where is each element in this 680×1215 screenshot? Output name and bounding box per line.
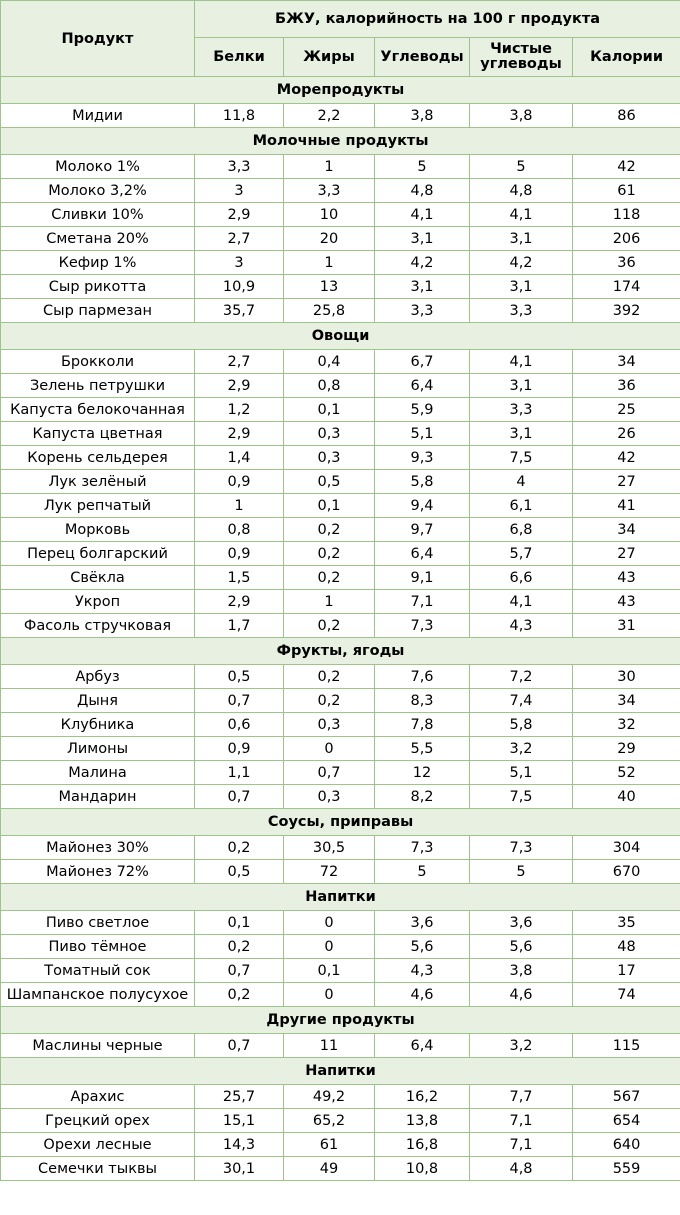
column-header-calories: Калории bbox=[573, 38, 680, 77]
column-header-protein: Белки bbox=[195, 38, 284, 77]
net-carbs-cell: 7,1 bbox=[470, 1133, 573, 1157]
product-name-cell: Перец болгарский bbox=[1, 542, 195, 566]
carbs-cell: 3,1 bbox=[375, 275, 470, 299]
calories-cell: 26 bbox=[573, 422, 680, 446]
calories-cell: 27 bbox=[573, 470, 680, 494]
category-row bbox=[1, 77, 680, 104]
protein-cell: 0,2 bbox=[195, 935, 284, 959]
net-carbs-cell: 4,8 bbox=[470, 179, 573, 203]
protein-cell: 10,9 bbox=[195, 275, 284, 299]
fat-cell: 0,2 bbox=[284, 689, 375, 713]
net-carbs-cell: 5,6 bbox=[470, 935, 573, 959]
product-name-cell: Морковь bbox=[1, 518, 195, 542]
calories-cell: 86 bbox=[573, 104, 680, 128]
product-name-cell: Зелень петрушки bbox=[1, 374, 195, 398]
net-carbs-cell: 3,1 bbox=[470, 227, 573, 251]
product-name-cell: Мидии bbox=[1, 104, 195, 128]
product-name-cell: Корень сельдерея bbox=[1, 446, 195, 470]
protein-cell: 0,9 bbox=[195, 542, 284, 566]
protein-cell: 0,7 bbox=[195, 1034, 284, 1058]
calories-cell: 27 bbox=[573, 542, 680, 566]
fat-cell: 0,5 bbox=[284, 470, 375, 494]
net-carbs-cell: 3,2 bbox=[470, 737, 573, 761]
product-name-cell: Маслины черные bbox=[1, 1034, 195, 1058]
product-name-cell: Молоко 1% bbox=[1, 155, 195, 179]
product-name-cell: Пиво тёмное bbox=[1, 935, 195, 959]
protein-cell: 0,9 bbox=[195, 737, 284, 761]
category-row bbox=[1, 638, 680, 665]
carbs-cell: 4,2 bbox=[375, 251, 470, 275]
carbs-cell: 7,8 bbox=[375, 713, 470, 737]
carbs-cell: 16,2 bbox=[375, 1085, 470, 1109]
table-row bbox=[1, 251, 680, 275]
calories-cell: 654 bbox=[573, 1109, 680, 1133]
table-row bbox=[1, 1157, 680, 1181]
fat-cell: 1 bbox=[284, 590, 375, 614]
calories-cell: 25 bbox=[573, 398, 680, 422]
fat-cell: 1 bbox=[284, 155, 375, 179]
carbs-cell: 7,6 bbox=[375, 665, 470, 689]
fat-cell: 0,2 bbox=[284, 542, 375, 566]
carbs-cell: 5,8 bbox=[375, 470, 470, 494]
protein-cell: 14,3 bbox=[195, 1133, 284, 1157]
carbs-cell: 6,4 bbox=[375, 1034, 470, 1058]
protein-cell: 0,9 bbox=[195, 470, 284, 494]
product-name-cell: Майонез 30% bbox=[1, 836, 195, 860]
carbs-cell: 4,6 bbox=[375, 983, 470, 1007]
carbs-cell: 9,7 bbox=[375, 518, 470, 542]
net-carbs-cell: 6,8 bbox=[470, 518, 573, 542]
category-title: Другие продукты bbox=[1, 1007, 680, 1034]
net-carbs-cell: 7,1 bbox=[470, 1109, 573, 1133]
fat-cell: 49 bbox=[284, 1157, 375, 1181]
protein-cell: 30,1 bbox=[195, 1157, 284, 1181]
calories-cell: 43 bbox=[573, 590, 680, 614]
protein-cell: 0,2 bbox=[195, 983, 284, 1007]
table-row bbox=[1, 1034, 680, 1058]
table-row bbox=[1, 299, 680, 323]
fat-cell: 2,2 bbox=[284, 104, 375, 128]
calories-cell: 32 bbox=[573, 713, 680, 737]
protein-cell: 2,9 bbox=[195, 422, 284, 446]
category-title: Фрукты, ягоды bbox=[1, 638, 680, 665]
net-carbs-cell: 7,5 bbox=[470, 785, 573, 809]
net-carbs-cell: 3,3 bbox=[470, 398, 573, 422]
net-carbs-cell: 4,1 bbox=[470, 590, 573, 614]
calories-cell: 36 bbox=[573, 251, 680, 275]
fat-cell: 0,2 bbox=[284, 614, 375, 638]
table-row bbox=[1, 1085, 680, 1109]
table-body bbox=[1, 77, 680, 1181]
net-carbs-cell: 7,5 bbox=[470, 446, 573, 470]
calories-cell: 559 bbox=[573, 1157, 680, 1181]
calories-cell: 34 bbox=[573, 518, 680, 542]
category-row bbox=[1, 884, 680, 911]
carbs-cell: 3,3 bbox=[375, 299, 470, 323]
table-row bbox=[1, 983, 680, 1007]
table-row bbox=[1, 398, 680, 422]
net-carbs-cell: 3,3 bbox=[470, 299, 573, 323]
protein-cell: 0,6 bbox=[195, 713, 284, 737]
product-name-cell: Кефир 1% bbox=[1, 251, 195, 275]
product-name-cell: Сыр рикотта bbox=[1, 275, 195, 299]
table-row bbox=[1, 1133, 680, 1157]
net-carbs-cell: 6,1 bbox=[470, 494, 573, 518]
calories-cell: 30 bbox=[573, 665, 680, 689]
fat-cell: 49,2 bbox=[284, 1085, 375, 1109]
table-row bbox=[1, 494, 680, 518]
protein-cell: 15,1 bbox=[195, 1109, 284, 1133]
product-name-cell: Лук зелёный bbox=[1, 470, 195, 494]
carbs-cell: 4,1 bbox=[375, 203, 470, 227]
protein-cell: 25,7 bbox=[195, 1085, 284, 1109]
carbs-cell: 3,6 bbox=[375, 911, 470, 935]
net-carbs-cell: 4,1 bbox=[470, 203, 573, 227]
net-carbs-cell: 4,2 bbox=[470, 251, 573, 275]
table-row bbox=[1, 542, 680, 566]
calories-cell: 29 bbox=[573, 737, 680, 761]
carbs-cell: 4,8 bbox=[375, 179, 470, 203]
net-carbs-cell: 3,1 bbox=[470, 275, 573, 299]
calories-cell: 118 bbox=[573, 203, 680, 227]
protein-cell: 1,4 bbox=[195, 446, 284, 470]
product-name-cell: Сметана 20% bbox=[1, 227, 195, 251]
protein-cell: 2,7 bbox=[195, 227, 284, 251]
protein-cell: 1,1 bbox=[195, 761, 284, 785]
carbs-cell: 5,9 bbox=[375, 398, 470, 422]
table-row bbox=[1, 179, 680, 203]
fat-cell: 0,1 bbox=[284, 959, 375, 983]
fat-cell: 0,1 bbox=[284, 398, 375, 422]
calories-cell: 34 bbox=[573, 689, 680, 713]
calories-cell: 31 bbox=[573, 614, 680, 638]
calories-cell: 52 bbox=[573, 761, 680, 785]
table-row bbox=[1, 614, 680, 638]
net-carbs-cell: 5,7 bbox=[470, 542, 573, 566]
calories-cell: 42 bbox=[573, 446, 680, 470]
calories-cell: 174 bbox=[573, 275, 680, 299]
carbs-cell: 13,8 bbox=[375, 1109, 470, 1133]
calories-cell: 35 bbox=[573, 911, 680, 935]
carbs-cell: 8,3 bbox=[375, 689, 470, 713]
table-row bbox=[1, 104, 680, 128]
net-carbs-cell: 3,1 bbox=[470, 374, 573, 398]
protein-cell: 35,7 bbox=[195, 299, 284, 323]
category-title: Напитки bbox=[1, 1058, 680, 1085]
protein-cell: 0,7 bbox=[195, 689, 284, 713]
table-row bbox=[1, 689, 680, 713]
calories-cell: 34 bbox=[573, 350, 680, 374]
net-carbs-cell: 7,4 bbox=[470, 689, 573, 713]
protein-cell: 0,7 bbox=[195, 785, 284, 809]
protein-cell: 3 bbox=[195, 251, 284, 275]
category-row bbox=[1, 809, 680, 836]
protein-cell: 1,2 bbox=[195, 398, 284, 422]
product-name-cell: Арахис bbox=[1, 1085, 195, 1109]
protein-cell: 3,3 bbox=[195, 155, 284, 179]
net-carbs-cell: 3,2 bbox=[470, 1034, 573, 1058]
protein-cell: 0,2 bbox=[195, 836, 284, 860]
fat-cell: 20 bbox=[284, 227, 375, 251]
carbs-cell: 3,1 bbox=[375, 227, 470, 251]
table-row bbox=[1, 713, 680, 737]
category-title: Морепродукты bbox=[1, 77, 680, 104]
column-header-net-carbs: Чистые углеводы bbox=[470, 38, 573, 77]
category-title: Соусы, приправы bbox=[1, 809, 680, 836]
net-carbs-cell: 3,1 bbox=[470, 422, 573, 446]
fat-cell: 0,3 bbox=[284, 713, 375, 737]
product-name-cell: Лук репчатый bbox=[1, 494, 195, 518]
net-carbs-cell: 3,8 bbox=[470, 104, 573, 128]
carbs-cell: 16,8 bbox=[375, 1133, 470, 1157]
category-title: Овощи bbox=[1, 323, 680, 350]
calories-cell: 670 bbox=[573, 860, 680, 884]
fat-cell: 0,4 bbox=[284, 350, 375, 374]
table-row bbox=[1, 350, 680, 374]
category-title: Молочные продукты bbox=[1, 128, 680, 155]
carbs-cell: 5 bbox=[375, 155, 470, 179]
table-row bbox=[1, 665, 680, 689]
table-row bbox=[1, 911, 680, 935]
column-header-carbs: Углеводы bbox=[375, 38, 470, 77]
carbs-cell: 10,8 bbox=[375, 1157, 470, 1181]
fat-cell: 0,2 bbox=[284, 665, 375, 689]
carbs-cell: 9,1 bbox=[375, 566, 470, 590]
fat-cell: 0,8 bbox=[284, 374, 375, 398]
calories-cell: 42 bbox=[573, 155, 680, 179]
net-carbs-cell: 4 bbox=[470, 470, 573, 494]
product-name-cell: Укроп bbox=[1, 590, 195, 614]
category-row bbox=[1, 323, 680, 350]
fat-cell: 0,2 bbox=[284, 518, 375, 542]
product-name-cell: Дыня bbox=[1, 689, 195, 713]
fat-cell: 0,3 bbox=[284, 785, 375, 809]
fat-cell: 0,1 bbox=[284, 494, 375, 518]
carbs-cell: 4,3 bbox=[375, 959, 470, 983]
calories-cell: 640 bbox=[573, 1133, 680, 1157]
protein-cell: 1,5 bbox=[195, 566, 284, 590]
table-row bbox=[1, 785, 680, 809]
fat-cell: 25,8 bbox=[284, 299, 375, 323]
fat-cell: 0,3 bbox=[284, 422, 375, 446]
protein-cell: 2,7 bbox=[195, 350, 284, 374]
table-row bbox=[1, 566, 680, 590]
protein-cell: 0,5 bbox=[195, 665, 284, 689]
carbs-cell: 5,1 bbox=[375, 422, 470, 446]
fat-cell: 0 bbox=[284, 737, 375, 761]
net-carbs-cell: 6,6 bbox=[470, 566, 573, 590]
fat-cell: 72 bbox=[284, 860, 375, 884]
calories-cell: 40 bbox=[573, 785, 680, 809]
product-name-cell: Орехи лесные bbox=[1, 1133, 195, 1157]
calories-cell: 41 bbox=[573, 494, 680, 518]
table-row bbox=[1, 374, 680, 398]
fat-cell: 0,3 bbox=[284, 446, 375, 470]
fat-cell: 65,2 bbox=[284, 1109, 375, 1133]
product-name-cell: Семечки тыквы bbox=[1, 1157, 195, 1181]
column-group-header: БЖУ, калорийность на 100 г продукта bbox=[195, 1, 680, 38]
net-carbs-cell: 4,3 bbox=[470, 614, 573, 638]
product-name-cell: Капуста белокочанная bbox=[1, 398, 195, 422]
carbs-cell: 5 bbox=[375, 860, 470, 884]
carbs-cell: 3,8 bbox=[375, 104, 470, 128]
net-carbs-cell: 5 bbox=[470, 155, 573, 179]
calories-cell: 61 bbox=[573, 179, 680, 203]
table-row bbox=[1, 761, 680, 785]
product-name-cell: Свёкла bbox=[1, 566, 195, 590]
calories-cell: 115 bbox=[573, 1034, 680, 1058]
table-row bbox=[1, 959, 680, 983]
table-row bbox=[1, 737, 680, 761]
column-header-product: Продукт bbox=[1, 1, 195, 77]
fat-cell: 30,5 bbox=[284, 836, 375, 860]
table-row bbox=[1, 203, 680, 227]
carbs-cell: 5,6 bbox=[375, 935, 470, 959]
net-carbs-cell: 5,1 bbox=[470, 761, 573, 785]
fat-cell: 0,2 bbox=[284, 566, 375, 590]
product-name-cell: Арбуз bbox=[1, 665, 195, 689]
category-row bbox=[1, 1058, 680, 1085]
category-title: Напитки bbox=[1, 884, 680, 911]
category-row bbox=[1, 128, 680, 155]
product-name-cell: Грецкий орех bbox=[1, 1109, 195, 1133]
column-header-fat: Жиры bbox=[284, 38, 375, 77]
net-carbs-cell: 7,3 bbox=[470, 836, 573, 860]
calories-cell: 17 bbox=[573, 959, 680, 983]
carbs-cell: 6,7 bbox=[375, 350, 470, 374]
table-row bbox=[1, 155, 680, 179]
protein-cell: 0,5 bbox=[195, 860, 284, 884]
table-row bbox=[1, 1109, 680, 1133]
product-name-cell: Малина bbox=[1, 761, 195, 785]
net-carbs-cell: 7,7 bbox=[470, 1085, 573, 1109]
product-name-cell: Капуста цветная bbox=[1, 422, 195, 446]
carbs-cell: 7,3 bbox=[375, 614, 470, 638]
protein-cell: 2,9 bbox=[195, 590, 284, 614]
table-row bbox=[1, 935, 680, 959]
fat-cell: 3,3 bbox=[284, 179, 375, 203]
calories-cell: 567 bbox=[573, 1085, 680, 1109]
protein-cell: 0,7 bbox=[195, 959, 284, 983]
fat-cell: 0,7 bbox=[284, 761, 375, 785]
carbs-cell: 5,5 bbox=[375, 737, 470, 761]
carbs-cell: 12 bbox=[375, 761, 470, 785]
calories-cell: 206 bbox=[573, 227, 680, 251]
carbs-cell: 7,1 bbox=[375, 590, 470, 614]
product-name-cell: Пиво светлое bbox=[1, 911, 195, 935]
net-carbs-cell: 4,1 bbox=[470, 350, 573, 374]
net-carbs-cell: 3,6 bbox=[470, 911, 573, 935]
net-carbs-cell: 5 bbox=[470, 860, 573, 884]
table-row bbox=[1, 446, 680, 470]
table-row bbox=[1, 836, 680, 860]
category-row bbox=[1, 1007, 680, 1034]
product-name-cell: Майонез 72% bbox=[1, 860, 195, 884]
net-carbs-cell: 7,2 bbox=[470, 665, 573, 689]
fat-cell: 13 bbox=[284, 275, 375, 299]
carbs-cell: 6,4 bbox=[375, 374, 470, 398]
fat-cell: 61 bbox=[284, 1133, 375, 1157]
protein-cell: 1,7 bbox=[195, 614, 284, 638]
product-name-cell: Мандарин bbox=[1, 785, 195, 809]
table-row bbox=[1, 860, 680, 884]
table-row bbox=[1, 590, 680, 614]
table-header bbox=[1, 1, 680, 77]
table-row bbox=[1, 470, 680, 494]
table-row bbox=[1, 275, 680, 299]
product-name-cell: Молоко 3,2% bbox=[1, 179, 195, 203]
table-row bbox=[1, 518, 680, 542]
carbs-cell: 7,3 bbox=[375, 836, 470, 860]
net-carbs-cell: 4,8 bbox=[470, 1157, 573, 1181]
protein-cell: 3 bbox=[195, 179, 284, 203]
protein-cell: 0,8 bbox=[195, 518, 284, 542]
table-row bbox=[1, 422, 680, 446]
fat-cell: 0 bbox=[284, 983, 375, 1007]
fat-cell: 11 bbox=[284, 1034, 375, 1058]
net-carbs-cell: 5,8 bbox=[470, 713, 573, 737]
protein-cell: 2,9 bbox=[195, 374, 284, 398]
carbs-cell: 9,4 bbox=[375, 494, 470, 518]
product-name-cell: Клубника bbox=[1, 713, 195, 737]
calories-cell: 392 bbox=[573, 299, 680, 323]
calories-cell: 48 bbox=[573, 935, 680, 959]
protein-cell: 11,8 bbox=[195, 104, 284, 128]
calories-cell: 36 bbox=[573, 374, 680, 398]
fat-cell: 10 bbox=[284, 203, 375, 227]
fat-cell: 0 bbox=[284, 911, 375, 935]
net-carbs-cell: 3,8 bbox=[470, 959, 573, 983]
fat-cell: 1 bbox=[284, 251, 375, 275]
carbs-cell: 8,2 bbox=[375, 785, 470, 809]
product-name-cell: Шампанское полусухое bbox=[1, 983, 195, 1007]
net-carbs-cell: 4,6 bbox=[470, 983, 573, 1007]
calories-cell: 74 bbox=[573, 983, 680, 1007]
protein-cell: 1 bbox=[195, 494, 284, 518]
product-name-cell: Лимоны bbox=[1, 737, 195, 761]
protein-cell: 0,1 bbox=[195, 911, 284, 935]
product-name-cell: Брокколи bbox=[1, 350, 195, 374]
carbs-cell: 9,3 bbox=[375, 446, 470, 470]
calories-cell: 304 bbox=[573, 836, 680, 860]
product-name-cell: Сливки 10% bbox=[1, 203, 195, 227]
product-name-cell: Сыр пармезан bbox=[1, 299, 195, 323]
product-name-cell: Томатный сок bbox=[1, 959, 195, 983]
fat-cell: 0 bbox=[284, 935, 375, 959]
product-name-cell: Фасоль стручковая bbox=[1, 614, 195, 638]
carbs-cell: 6,4 bbox=[375, 542, 470, 566]
calories-cell: 43 bbox=[573, 566, 680, 590]
protein-cell: 2,9 bbox=[195, 203, 284, 227]
table-row bbox=[1, 227, 680, 251]
